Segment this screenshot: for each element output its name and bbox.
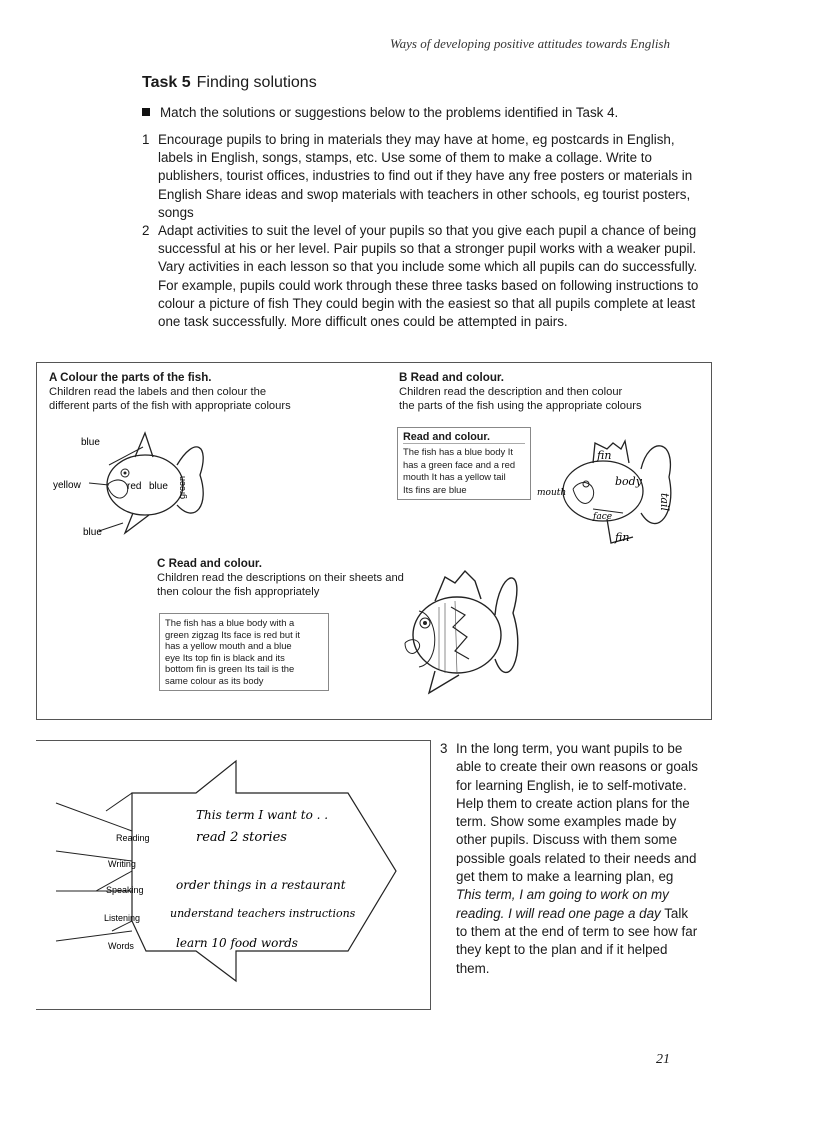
fish-tasks-box: [36, 362, 712, 720]
task-c-card-line: eye Its top fin is black and its: [165, 651, 285, 663]
learning-plan-fish: [36, 741, 430, 1009]
task-a-desc-1: Children read the labels and then colour the: [49, 386, 267, 398]
task-c-desc-2: then colour the fish appropriately: [157, 586, 320, 598]
task-title: [142, 74, 317, 92]
item-text: [456, 740, 700, 978]
plan-skill-writing: Writing: [108, 859, 136, 869]
label-blue-body: blue: [149, 481, 168, 492]
item-number: 3: [440, 741, 448, 756]
learning-plan-box: [36, 740, 431, 1010]
plan-goal-speaking: order things in a restaurant: [176, 878, 346, 892]
item-text-italic: This term, I am going to work on my reading. I will read one page a day: [456, 887, 669, 921]
solution-item-1: [142, 131, 702, 222]
label-mouth: mouth: [537, 488, 567, 498]
plan-goal-words: learn 10 food words: [176, 936, 298, 950]
task-c-card-line: bottom fin is green Its tail is the: [165, 663, 295, 675]
task-c-card-line: The fish has a blue body with a: [165, 617, 295, 628]
task-b-card-line: Its fins are blue: [403, 483, 467, 495]
plan-skill-words: Words: [108, 941, 134, 951]
task-b-title: B Read and colour.: [399, 371, 505, 384]
label-tail: tail: [658, 493, 671, 512]
plan-goal-listening: understand teachers instructions: [170, 907, 356, 920]
solution-item-3: [440, 740, 700, 978]
label-green: green: [177, 475, 187, 499]
task-c-card-line: green zigzag Its face is red but it: [165, 628, 300, 640]
plan-skill-listening: Listening: [104, 913, 141, 923]
task-c-title: C Read and colour.: [157, 557, 263, 570]
plan-goal-reading: read 2 stories: [196, 830, 287, 845]
task-c-text: [157, 557, 404, 599]
task-instruction: [142, 104, 702, 122]
task-name: Finding solutions: [196, 74, 317, 91]
label-yellow: yellow: [53, 480, 81, 491]
task-c-desc-1: Children read the descriptions on their sheets and: [157, 572, 404, 584]
task-a-text: [49, 371, 291, 413]
task-b-desc-2: the parts of the fish using the appropriate colours: [399, 400, 642, 412]
item-number: 1: [142, 132, 150, 147]
bullet-square-icon: [142, 108, 150, 116]
task-c-card-line: has a yellow mouth and a blue: [165, 640, 292, 652]
label-blue-top: blue: [81, 437, 100, 448]
label-fin-top: fin: [597, 449, 612, 462]
task-a-desc-2: different parts of the fish with appropriate colours: [49, 400, 291, 412]
label-red: red: [127, 481, 142, 492]
plan-skill-speaking: Speaking: [106, 885, 144, 895]
fish-a-drawing: [45, 425, 245, 549]
task-b-desc-1: Children read the description and then colour: [399, 386, 623, 398]
running-head: Ways of developing positive attitudes towards English: [390, 36, 670, 51]
task-b-card-title: Read and colour.: [403, 431, 525, 444]
task-b-card-line: mouth It has a yellow tail: [403, 471, 506, 483]
task-b-card: [397, 427, 531, 500]
item-text: Encourage pupils to bring in materials they may have at home, eg postcards in English, labels in English, songs, stamps, etc. Use some of them to make a collage. Write to publishers, tourist offices, industries to find out if they have any free posters or materials in English Share ideas and swop materials with teachers in other schools, eg tourist posters, songs: [158, 132, 693, 220]
solution-item-2: [142, 222, 702, 331]
task-a-title: A Colour the parts of the fish.: [49, 371, 212, 384]
task-c-card: [159, 613, 329, 691]
fish-c-drawing: [395, 563, 535, 703]
item-text: Adapt activities to suit the level of your pupils so that you give each pupil a chance of being successful at his or her level. Pair pupils so that a stronger pupil works with a weaker pupil. Vary activities in each lesson so that you include some which all pupils can do successfully. For example, pupils could work through these three tasks based on following instructions to colour a picture of fish They could begin with the easiest so that all pupils complete at least one task successfully. More difficult ones could be attempted in pairs.: [158, 223, 699, 330]
task-b-card-line: The fish has a blue body It: [403, 446, 513, 458]
label-blue-bottom: blue: [83, 527, 102, 538]
fish-b-drawing: [537, 429, 671, 553]
task-b-text: [399, 371, 642, 413]
task-label: Task 5: [142, 74, 191, 91]
task-c-card-line: same colour as its body: [165, 674, 264, 686]
plan-heading: This term I want to . .: [196, 808, 329, 822]
label-face: face: [593, 512, 613, 522]
instruction-text: Match the solutions or suggestions below to the problems identified in Task 4.: [160, 105, 619, 120]
plan-skill-reading: Reading: [116, 833, 150, 843]
label-fin-bottom: fin: [615, 531, 630, 544]
page-number: 21: [656, 1052, 670, 1067]
item-number: 2: [142, 223, 150, 238]
item-text-b: Talk to them at the end of term to see how far they kept to the plan and if it helped them.: [456, 905, 698, 976]
label-body: body: [615, 475, 642, 488]
task-b-card-line: has a green face and a red: [403, 458, 516, 470]
item-text-a: In the long term, you want pupils to be able to create their own reasons or goals for learning English, ie to self-motivate. Help them to create action plans for the term. Show some examples made by other pupils. Discuss with them some possible goals related to their needs and get them to make a learning plan, eg: [456, 741, 698, 885]
